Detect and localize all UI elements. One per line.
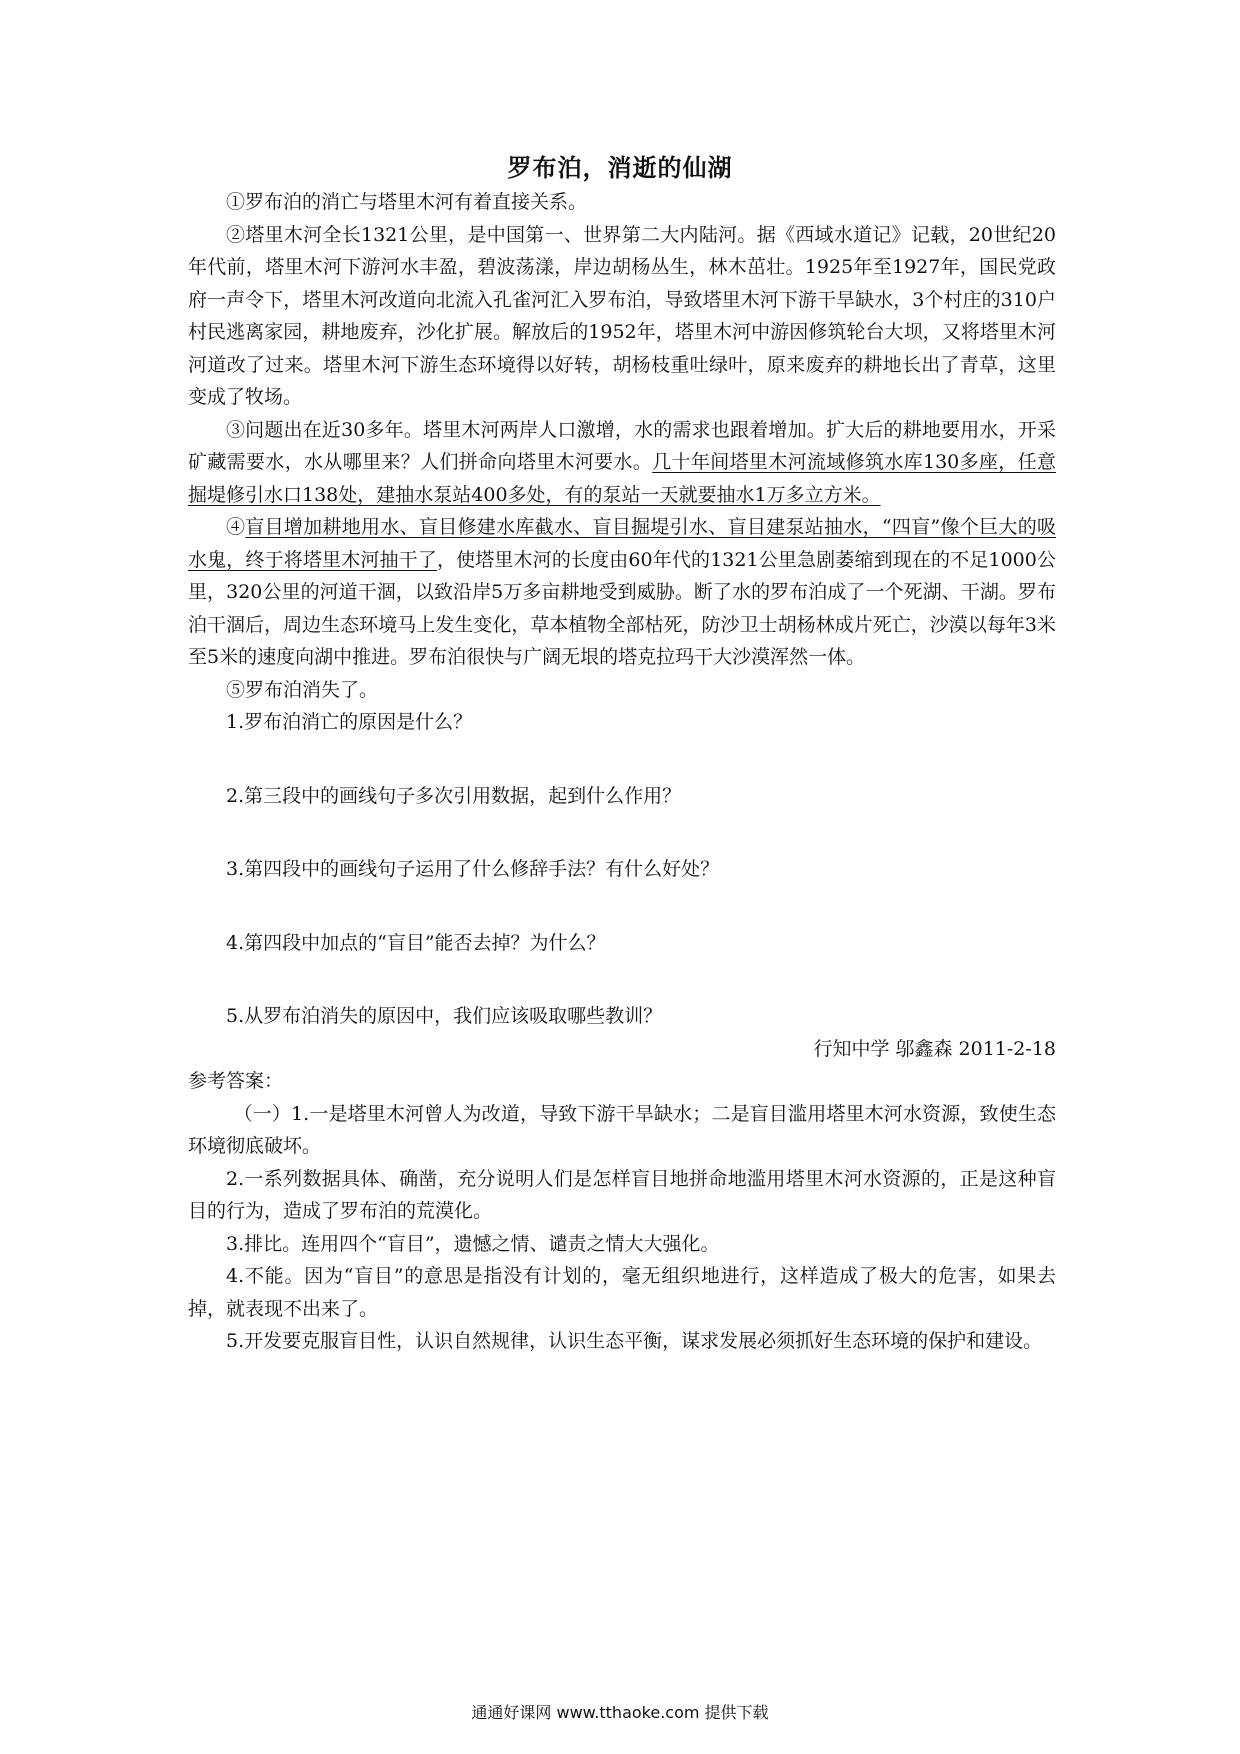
question-item: 2.第三段中的画线句子多次引用数据，起到什么作用？ <box>226 784 682 807</box>
answer-item: （一）1.一是塔里木河曾人为改道，导致下游干旱缺水；二是盲目滥用塔里木河水资源，致使生态环境彻底破坏。 <box>188 1102 1056 1157</box>
answer-item: 4.不能。因为“盲目”的意思是指没有计划的，毫无组织地进行，这样造成了极大的危害，如果去掉，就表现不出来了。 <box>188 1265 1056 1320</box>
page-footer: 通通好课网 www.tthaoke.com 提供下载 <box>471 1703 769 1722</box>
answer-item: 3.排比。连用四个“盲目”，遗憾之情、谴责之情大大强化。 <box>226 1232 720 1255</box>
document-title: 罗布泊，消逝的仙湖 <box>507 154 733 182</box>
paragraph-4-underlined-sentence: 盲目增加耕地用水、盲目修建水库截水、盲目掘堤引水、盲目建泵站抽水，“四盲”像个巨大的吸水鬼，终于将塔里木河抽干了 <box>188 516 1056 571</box>
question-item: 3.第四段中的画线句子运用了什么修辞手法？有什么好处？ <box>226 858 720 880</box>
article-body <box>188 186 1056 1358</box>
paragraph-2: ②塔里木河全长1321公里，是中国第一、世界第二大内陆河。据《西域水道记》记载，20世纪20年代前，塔里木河下游河水丰盈，碧波荡漾，岸边胡杨丛生，林木茁壮。1925年至1927年，国民党政府一声令下，塔里木河改道向北流入孔雀河汇入罗布泊，导致塔里木河下游干旱缺水，3个村庄的310户村民逃离家园，耕地废弃，沙化扩展。解放后的1952年，塔里木河中游因修筑轮台大坝，又将塔里木河河道改了过来。塔里木河下游生态环境得以好转，胡杨枝重吐绿叶，原来废弃的耕地长出了青草，这里变成了牧场。 <box>188 223 1056 408</box>
question-list <box>188 706 1056 1033</box>
paragraph-5: ⑤罗布泊消失了。 <box>226 678 379 701</box>
paragraph-3 <box>188 414 1056 512</box>
paragraph-4-text: ，使塔里木河的长度由60年代的1321公里急剧萎缩到现在的不足1000公里，320公里的河道干涸，以致沿岸5万多亩耕地受到威胁。断了水的罗布泊成了一个死湖、干湖。罗布泊干涸后，周边生态环境马上发生变化，草本植物全部枯死，防沙卫士胡杨林成片死亡，沙漠以每年3米至5米的速度向湖中推进。罗布泊很快与广阔无垠的塔克拉玛干大沙漠浑然一体。 <box>188 548 1056 668</box>
paragraph-3-text: ③问题出在近30多年。塔里木河两岸人口激增，水的需求也跟着增加。扩大后的耕地要用水，开采矿藏需要水，水从哪里来？人们拼命向塔里木河要水。 <box>188 418 1056 473</box>
paragraph-4 <box>188 511 1056 674</box>
paragraph-3-underlined-sentence: 几十年间塔里木河流域修筑水库130多座，任意掘堤修引水口138处，建抽水泵站400多处，有的泵站一天就要抽水1万多立方米。 <box>188 451 1056 506</box>
question-item: 1.罗布泊消亡的原因是什么？ <box>226 711 473 733</box>
answer-item: 2.一系列数据具体、确凿，充分说明人们是怎样盲目地拼命地滥用塔里木河水资源的，正是这种盲目的行为，造成了罗布泊的荒漠化。 <box>188 1167 1056 1222</box>
answer-list <box>188 1098 1056 1358</box>
question-item: 5.从罗布泊消失的原因中，我们应该吸取哪些教训？ <box>226 1005 663 1027</box>
paragraph-1: ①罗布泊的消亡与塔里木河有着直接关系。 <box>226 191 588 213</box>
author-signature: 行知中学 邬鑫森 2011-2-18 <box>813 1037 1056 1060</box>
answers-heading: 参考答案： <box>188 1070 284 1092</box>
answer-item: 5.开发要克服盲目性，认识自然规律，认识生态平衡，谋求发展必须抓好生态环境的保护和建设。 <box>226 1330 1043 1352</box>
paragraph-4-marker: ④ <box>226 516 246 538</box>
question-item: 4.第四段中加点的“盲目”能否去掉？为什么？ <box>226 931 606 954</box>
